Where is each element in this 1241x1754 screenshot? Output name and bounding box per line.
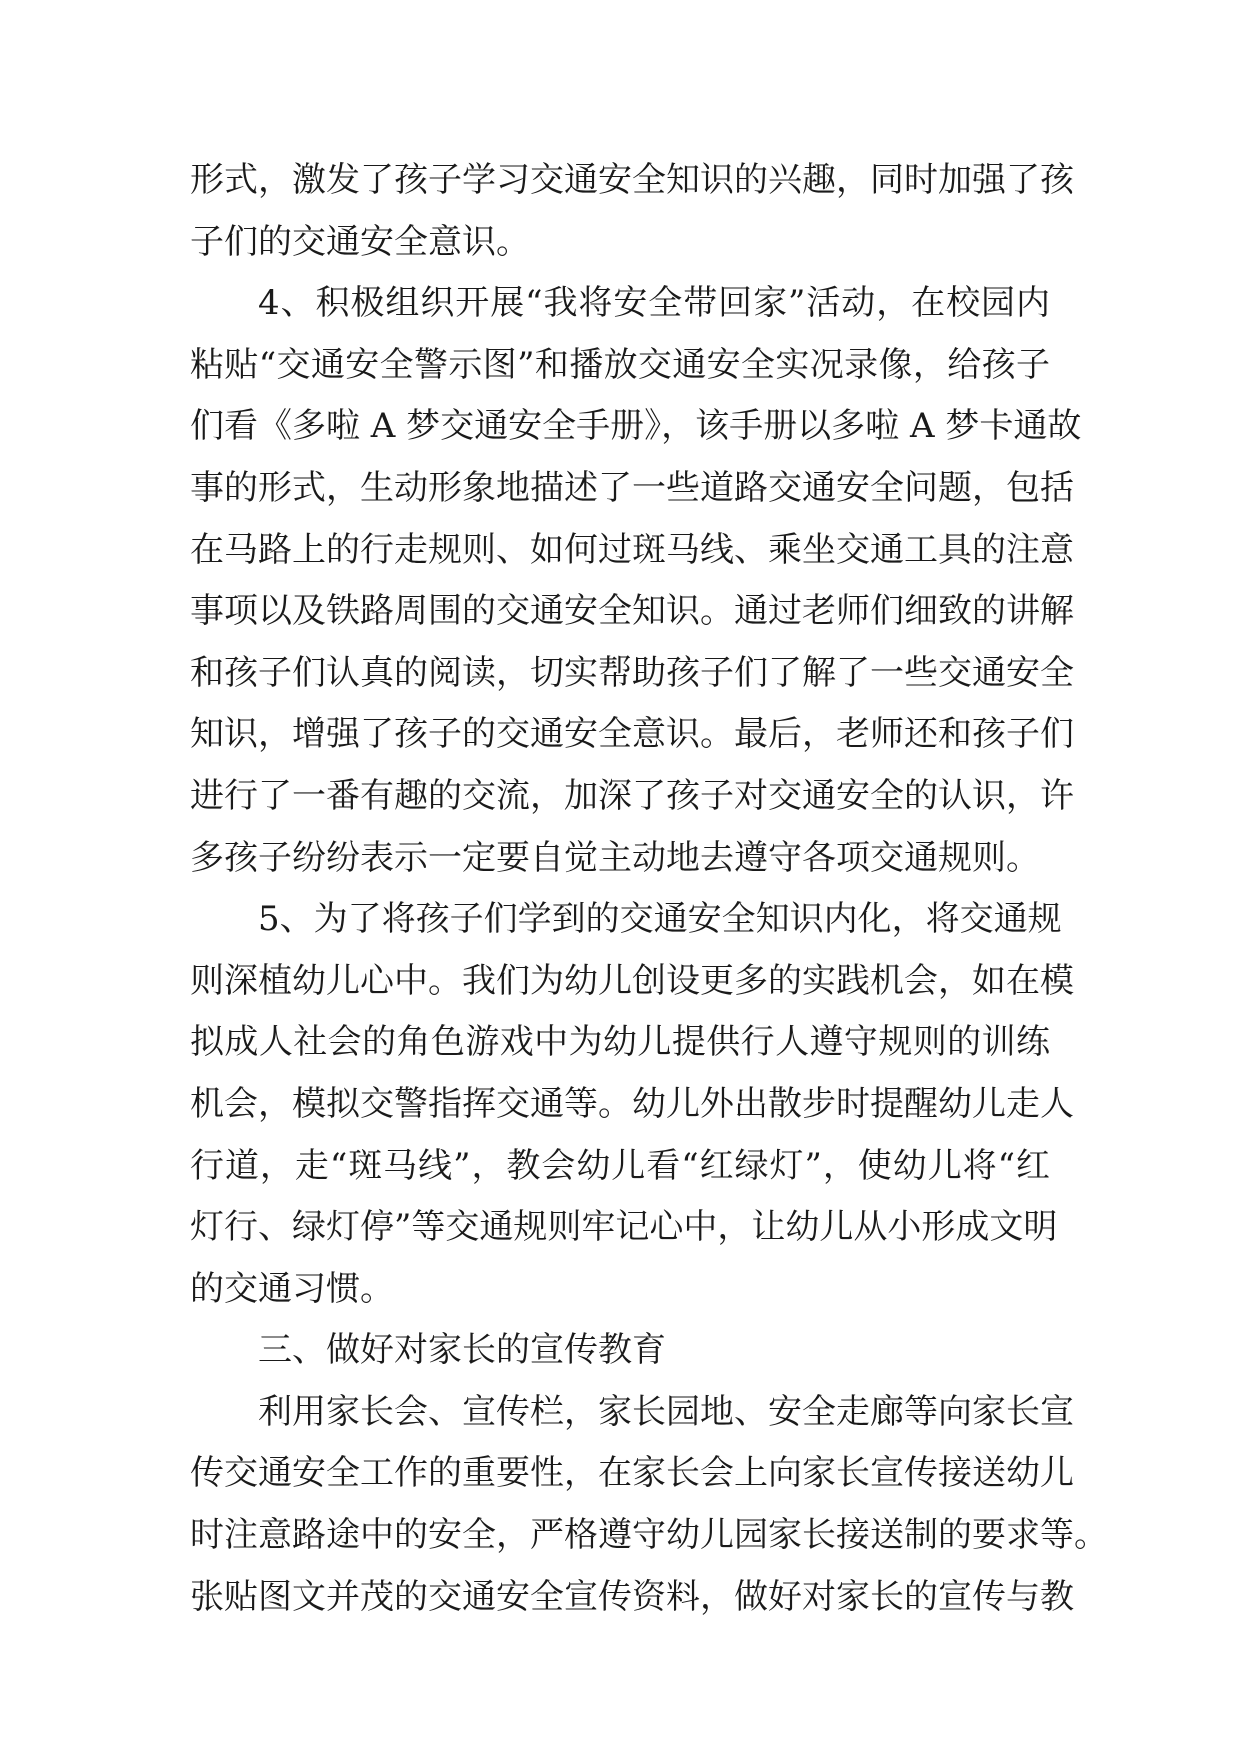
text-line: 张贴图文并茂的交通安全宣传资料，做好对家长的宣传与教 bbox=[190, 1576, 1074, 1617]
body-text bbox=[190, 150, 1108, 1628]
text-line: 多孩子纷纷表示一定要自觉主动地去遵守各项交通规则。 bbox=[190, 837, 1040, 878]
text-line: 机会，模拟交警指挥交通等。幼儿外出散步时提醒幼儿走人 bbox=[190, 1083, 1074, 1124]
text-line: 拟成人社会的角色游戏中为幼儿提供行人遵守规则的训练 bbox=[190, 1022, 1050, 1063]
text-line: 形式，激发了孩子学习交通安全知识的兴趣，同时加强了孩 bbox=[190, 160, 1074, 200]
text-line: 的交通习惯。 bbox=[190, 1268, 394, 1309]
text-line: 则深植幼儿心中。我们为幼儿创设更多的实践机会，如在模 bbox=[190, 960, 1074, 1001]
text-line: 和孩子们认真的阅读，切实帮助孩子们了解了一些交通安全 bbox=[190, 652, 1074, 693]
text-line: 传交通安全工作的重要性，在家长会上向家长宣传接送幼儿 bbox=[190, 1453, 1074, 1494]
text-line: 们看《多啦 A 梦交通安全手册》，该手册以多啦 A 梦卡通故 bbox=[190, 406, 1082, 447]
text-line: 知识，增强了孩子的交通安全意识。最后，老师还和孩子们 bbox=[190, 714, 1074, 755]
text-line: 进行了一番有趣的交流，加深了孩子对交通安全的认识，许 bbox=[190, 775, 1074, 816]
text-line: 4、积极组织开展“我将安全带回家”活动，在校园内 bbox=[258, 283, 1050, 324]
text-line: 利用家长会、宣传栏，家长园地、安全走廊等向家长宣 bbox=[258, 1391, 1074, 1432]
text-line: 事项以及铁路周围的交通安全知识。通过老师们细致的讲解 bbox=[190, 591, 1074, 632]
text-line: 事的形式，生动形象地描述了一些道路交通安全问题，包括 bbox=[190, 467, 1074, 508]
text-line: 在马路上的行走规则、如何过斑马线、乘坐交通工具的注意 bbox=[190, 529, 1074, 570]
text-line: 子们的交通安全意识。 bbox=[190, 221, 530, 262]
text-line: 5、为了将孩子们学到的交通安全知识内化，将交通规 bbox=[258, 899, 1062, 940]
text-line: 粘贴“交通安全警示图”和播放交通安全实况录像，给孩子 bbox=[190, 344, 1050, 385]
text-line: 时注意路途中的安全，严格遵守幼儿园家长接送制的要求等。 bbox=[190, 1515, 1108, 1556]
text-line: 行道，走“斑马线”，教会幼儿看“红绿灯”，使幼儿将“红 bbox=[190, 1145, 1050, 1186]
text-line: 三、做好对家长的宣传教育 bbox=[258, 1330, 666, 1371]
text-line: 灯行、绿灯停”等交通规则牢记心中，让幼儿从小形成文明 bbox=[190, 1207, 1058, 1248]
